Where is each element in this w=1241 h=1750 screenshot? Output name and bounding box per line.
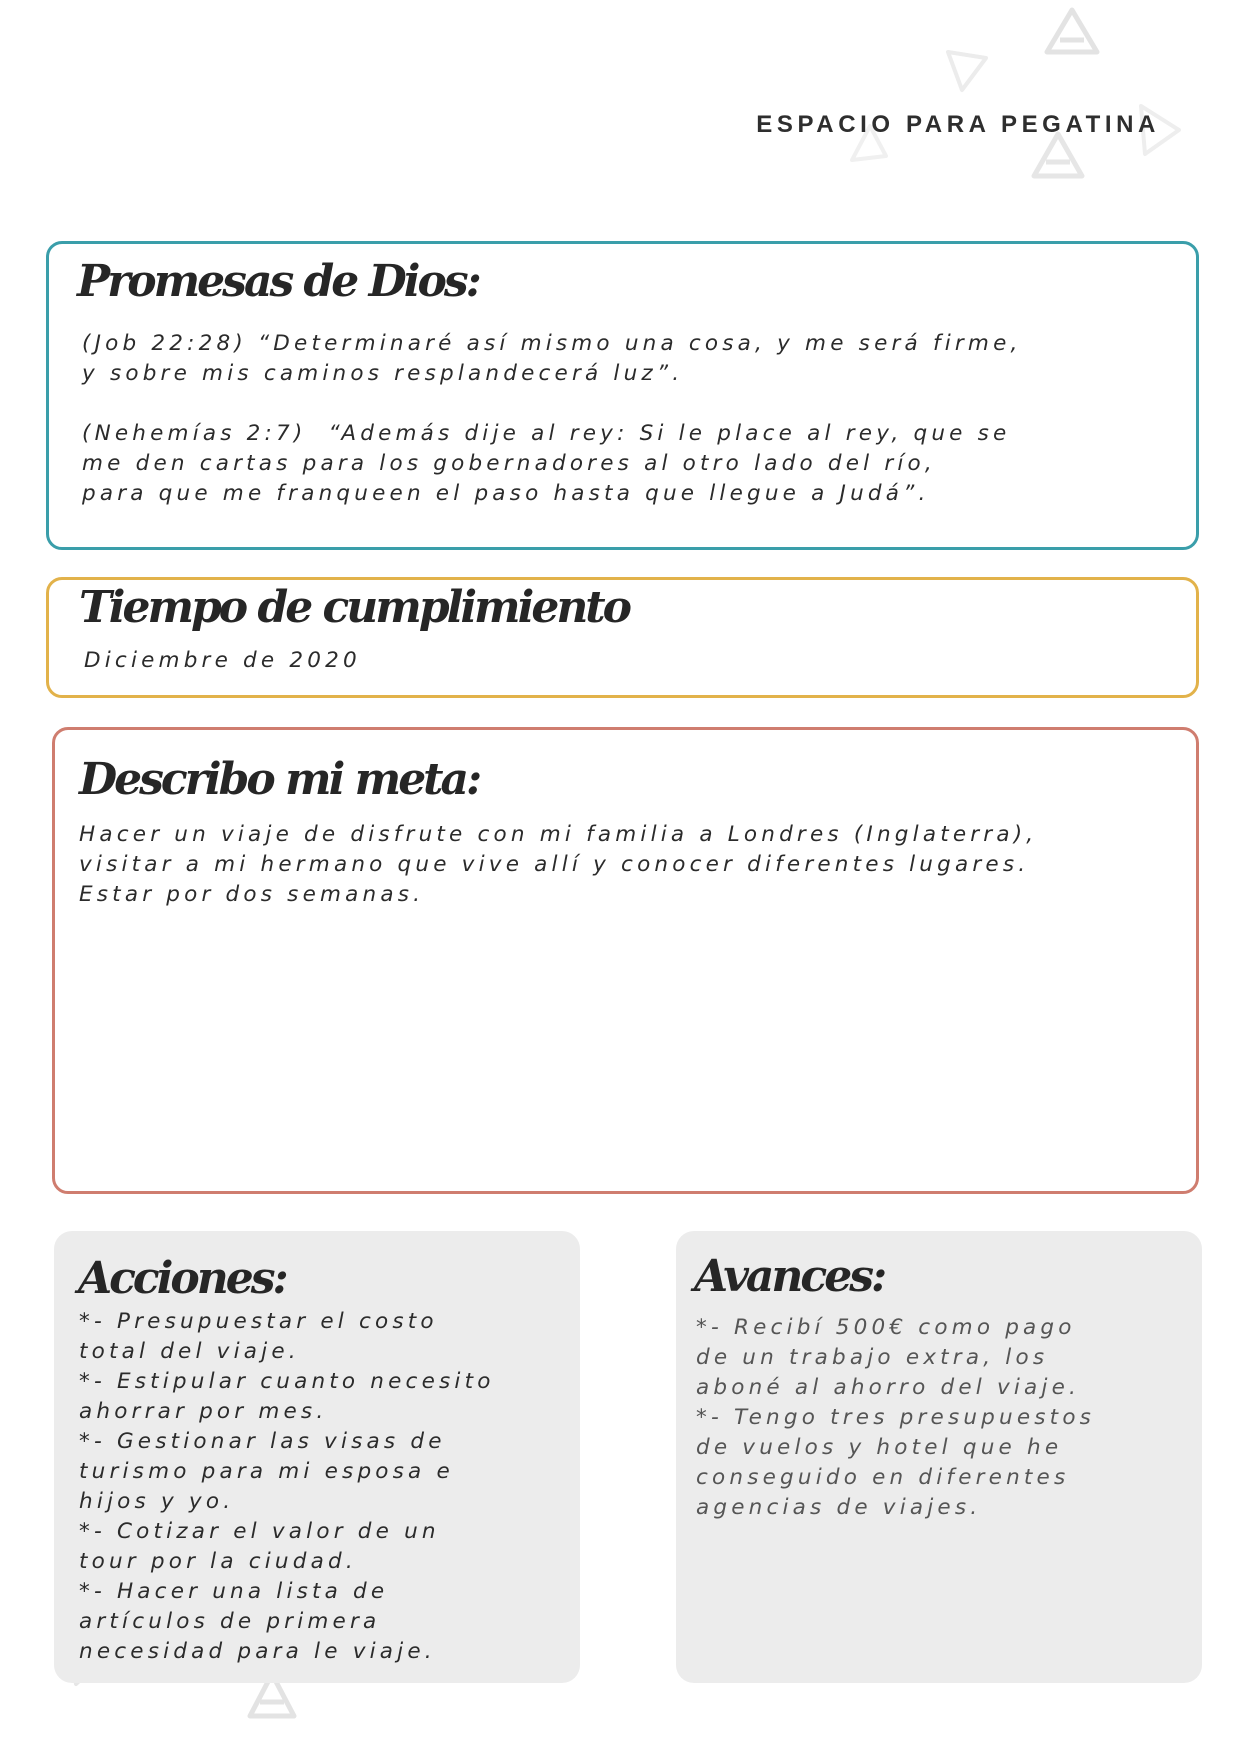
meta-text: Hacer un viaje de disfrute con mi familia a Londres (Inglaterra), visitar a mi hermano que vive allí y conocer diferentes lugares. Estar por dos semanas.	[79, 822, 1038, 907]
meta-title: Describo mi meta:	[79, 754, 480, 805]
triangle-doodle-icon	[1042, 6, 1102, 58]
acciones-title: Acciones:	[78, 1253, 286, 1304]
triangle-doodle-icon	[940, 44, 992, 96]
meta-section	[52, 727, 1199, 1194]
tiempo-text: Diciembre de 2020	[84, 648, 361, 673]
avances-text: *- Recibí 500€ como pago de un trabajo extra, los aboné al ahorro del viaje. *- Tengo tres presupuestos de vuelos y hotel que he conseguido en diferentes agencias de viajes.	[696, 1315, 1096, 1520]
promesas-title: Promesas de Dios:	[77, 256, 479, 307]
promesas-section	[46, 241, 1199, 550]
tiempo-title: Tiempo de cumplimiento	[79, 582, 629, 633]
tiempo-section	[46, 577, 1199, 698]
sticker-space-label: ESPACIO PARA PEGATINA	[756, 111, 1160, 138]
avances-title: Avances:	[694, 1251, 885, 1302]
promesas-text: (Job 22:28) “Determinaré así mismo una cosa, y me será firme, y sobre mis caminos resplandecerá luz”. (Nehemías 2:7) “Además dije al rey: Si le place al rey, que se me den cartas para los gobernadores al otro lado del río, para que me franqueen el paso hasta que llegue a Judá”.	[82, 331, 1022, 506]
acciones-section	[54, 1231, 580, 1683]
avances-section	[676, 1231, 1202, 1683]
acciones-text: *- Presupuestar el costo total del viaje. *- Estipular cuanto necesito ahorrar por mes. *- Gestionar las visas de turismo para mi esposa e hijos y yo. *- Cotizar el valor de un tour por la ciudad. *- Hacer una lista de artículos de primera necesidad para le viaje.	[79, 1309, 495, 1664]
